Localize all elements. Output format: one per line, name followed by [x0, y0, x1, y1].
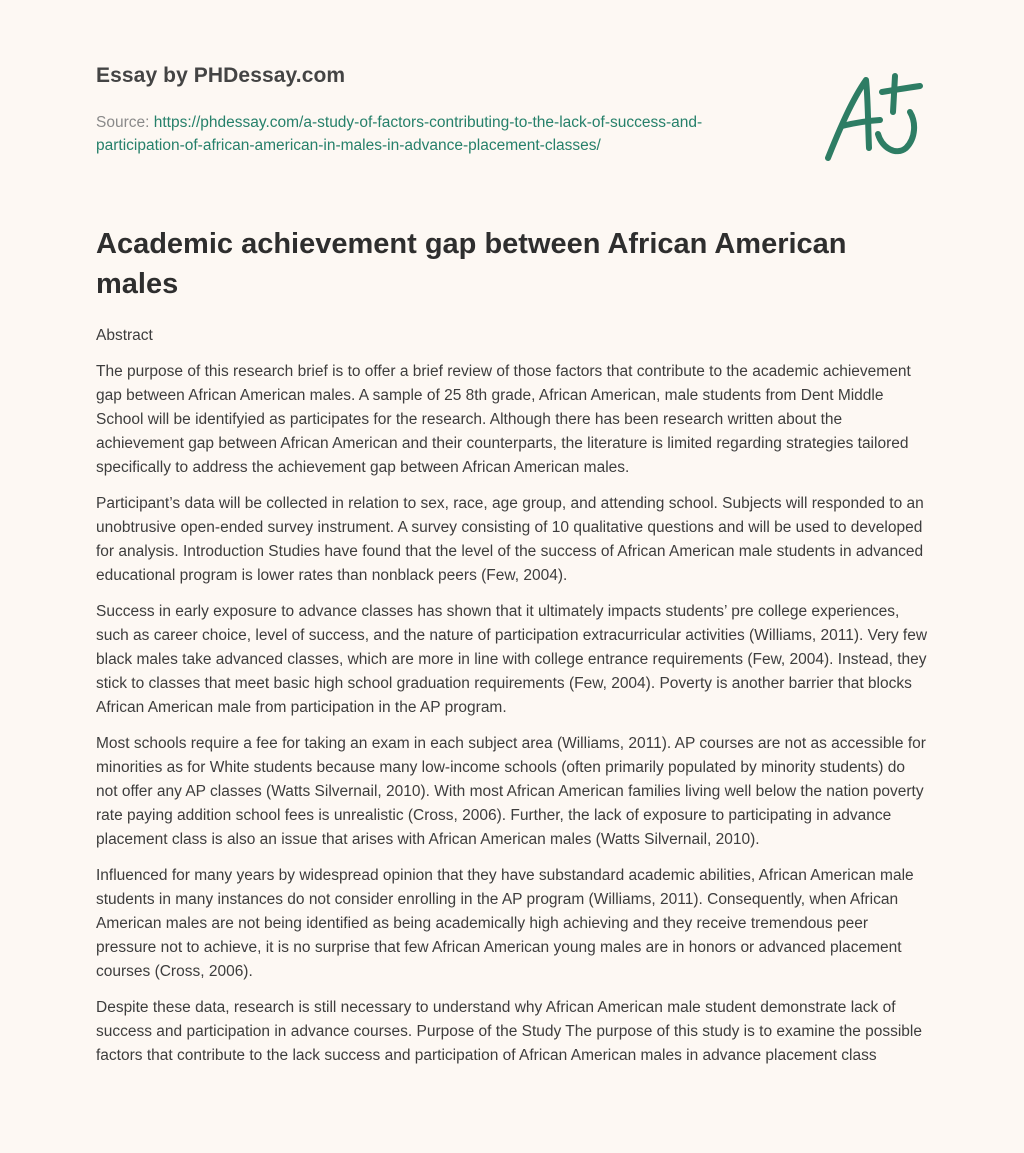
paragraph-6: Despite these data, research is still necessary to understand why African American male student demonstrate lack of success and participation in advance courses. Purpose of the Study The purpose of this study is to examine the possible factors that contribute to the lack success and participation of African American males in advance placement class: [96, 999, 922, 1064]
essay-body: [96, 324, 928, 1080]
paragraph-4: Most schools require a fee for taking an exam in each subject area (Williams, 2011). AP courses are not as accessible for minorities as for White students because many low-income schools (often primarily populated by minority students) do not offer any AP classes (Watts Silvernail, 2010). With most African American families living well below the nation poverty rate paying addition school fees is unrealistic (Cross, 2006). Further, the lack of exposure to participating in advance placement class is also an issue that arises with African American males (Watts Silvernail, 2010).: [96, 735, 926, 848]
source-label: Source:: [96, 114, 154, 131]
source-link[interactable]: https://phdessay.com/a-study-of-factors-contributing-to-the-lack-of-success-and-participation-of-african-american-in-males-in-advance-placement-classes/: [96, 114, 703, 154]
paragraph-2: Participant’s data will be collected in relation to sex, race, age group, and attending school. Subjects will responded to an unobtrusive open-ended survey instrument. A survey consisting of 10 qualitative questions and will be used to developed for analysis. Introduction Studies have found that the level of the success of African American male students in advanced educational program is lower rates than nonblack peers (Few, 2004).: [96, 495, 924, 584]
paragraph-3: Success in early exposure to advance classes has shown that it ultimately impacts students’ pre college experiences, such as career choice, level of success, and the nature of participation extracurricular activities (Williams, 2011). Very few black males take advanced classes, which are more in line with college entrance requirements (Few, 2004). Instead, they stick to classes that meet basic high school graduation requirements (Few, 2004). Poverty is another barrier that blocks African American male from participation in the AP program.: [96, 603, 928, 716]
paragraph-5: Influenced for many years by widespread opinion that they have substandard academic abilities, African American male students in many instances do not consider enrolling in the AP program (Williams, 2011). Consequently, when African American males are not being identified as being academically high achieving and they receive tremendous peer pressure not to achieve, it is no surprise that few African American young males are in honors or advanced placement courses (Cross, 2006).: [96, 867, 914, 980]
paragraph-1: The purpose of this research brief is to offer a brief review of those factors that contribute to the academic achievement gap between African American males. A sample of 25 8th grade, African American, male students from Dent Middle School will be identifyied as participates for the research. Although there has been research written about the achievement gap between African American and their counterparts, the literature is limited regarding strategies tailored specifically to address the achievement gap between African American males.: [96, 363, 911, 476]
source-line: [96, 111, 756, 157]
a-plus-logo-icon: [822, 68, 926, 164]
abstract-label: Abstract: [96, 327, 153, 344]
site-title: Essay by PHDessay.com: [96, 64, 346, 87]
essay-title: Academic achievement gap between African American males: [96, 228, 847, 300]
